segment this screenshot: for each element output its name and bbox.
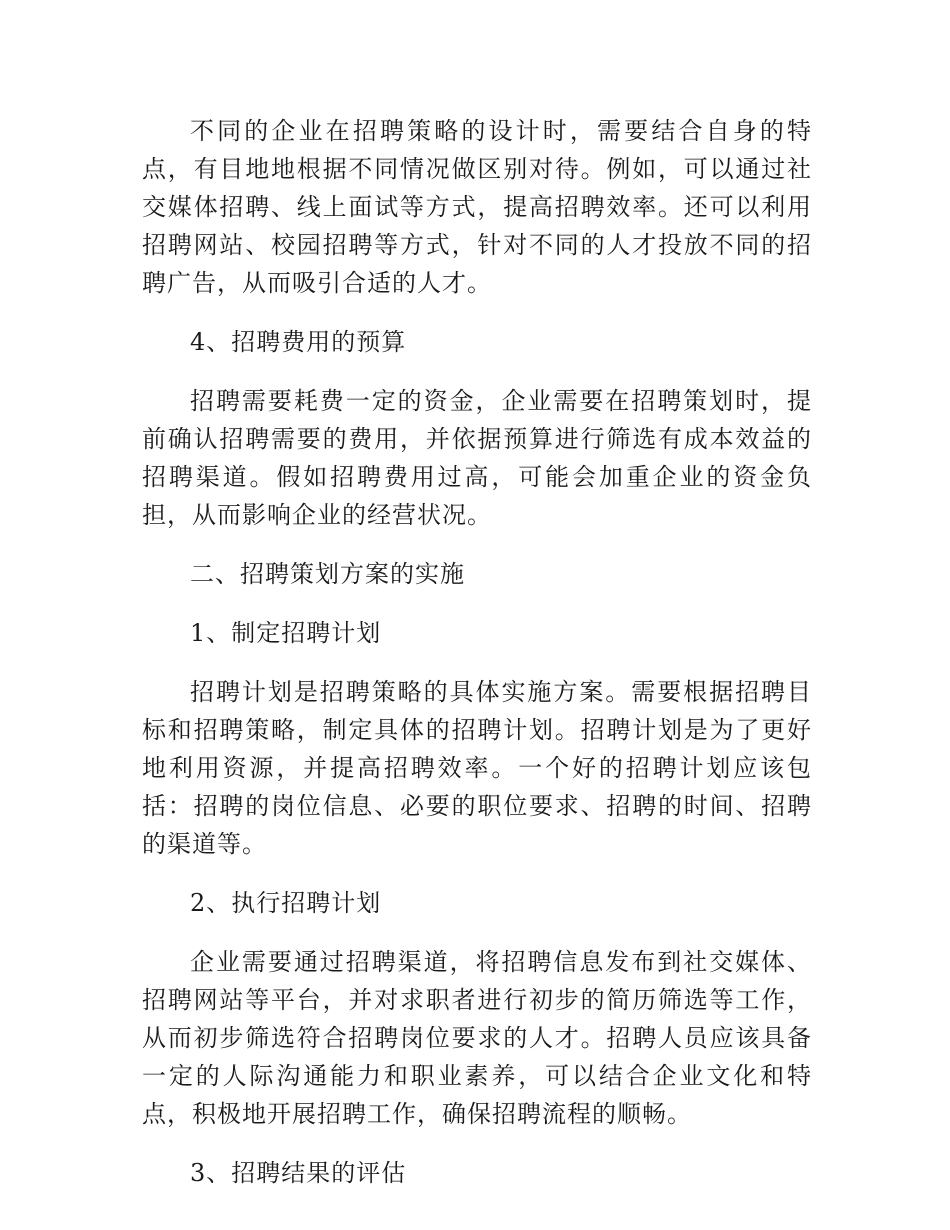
heading-execute-plan: 2、执行招聘计划 — [190, 889, 382, 917]
heading-make-plan: 1、制定招聘计划 — [190, 619, 382, 647]
heading-recruitment-budget: 4、招聘费用的预算 — [190, 328, 407, 356]
paragraph-recruitment-strategy: 不同的企业在招聘策略的设计时，需要结合自身的特点，有目地地根据不同情况做区别对待。例如，可以通过社交媒体招聘、线上面试等方式，提高招聘效率。还可以利用招聘网站、校园招聘等方式，针对不同的人才投放不同的招聘广告，从而吸引合适的人才。 — [142, 117, 812, 297]
document-body — [142, 112, 812, 1192]
paragraph-recruitment-budget: 招聘需要耗费一定的资金，企业需要在招聘策划时，提前确认招聘需要的费用，并依据预算进行筛选有成本效益的招聘渠道。假如招聘费用过高，可能会加重企业的资金负担，从而影响企业的经营状况。 — [142, 387, 812, 529]
paragraph-execute-plan: 企业需要通过招聘渠道，将招聘信息发布到社交媒体、招聘网站等平台，并对求职者进行初步的简历筛选等工作，从而初步筛选符合招聘岗位要求的人才。招聘人员应该具备一定的人际沟通能力和职业素养，可以结合企业文化和特点，积极地开展招聘工作，确保招聘流程的顺畅。 — [142, 948, 812, 1128]
heading-plan-implementation: 二、招聘策划方案的实施 — [190, 560, 465, 588]
paragraph-make-plan: 招聘计划是招聘策略的具体实施方案。需要根据招聘目标和招聘策略，制定具体的招聘计划。招聘计划是为了更好地利用资源，并提高招聘效率。一个好的招聘计划应该包括：招聘的岗位信息、必要的职位要求、招聘的时间、招聘的渠道等。 — [142, 678, 812, 858]
heading-result-evaluation: 3、招聘结果的评估 — [190, 1159, 407, 1187]
